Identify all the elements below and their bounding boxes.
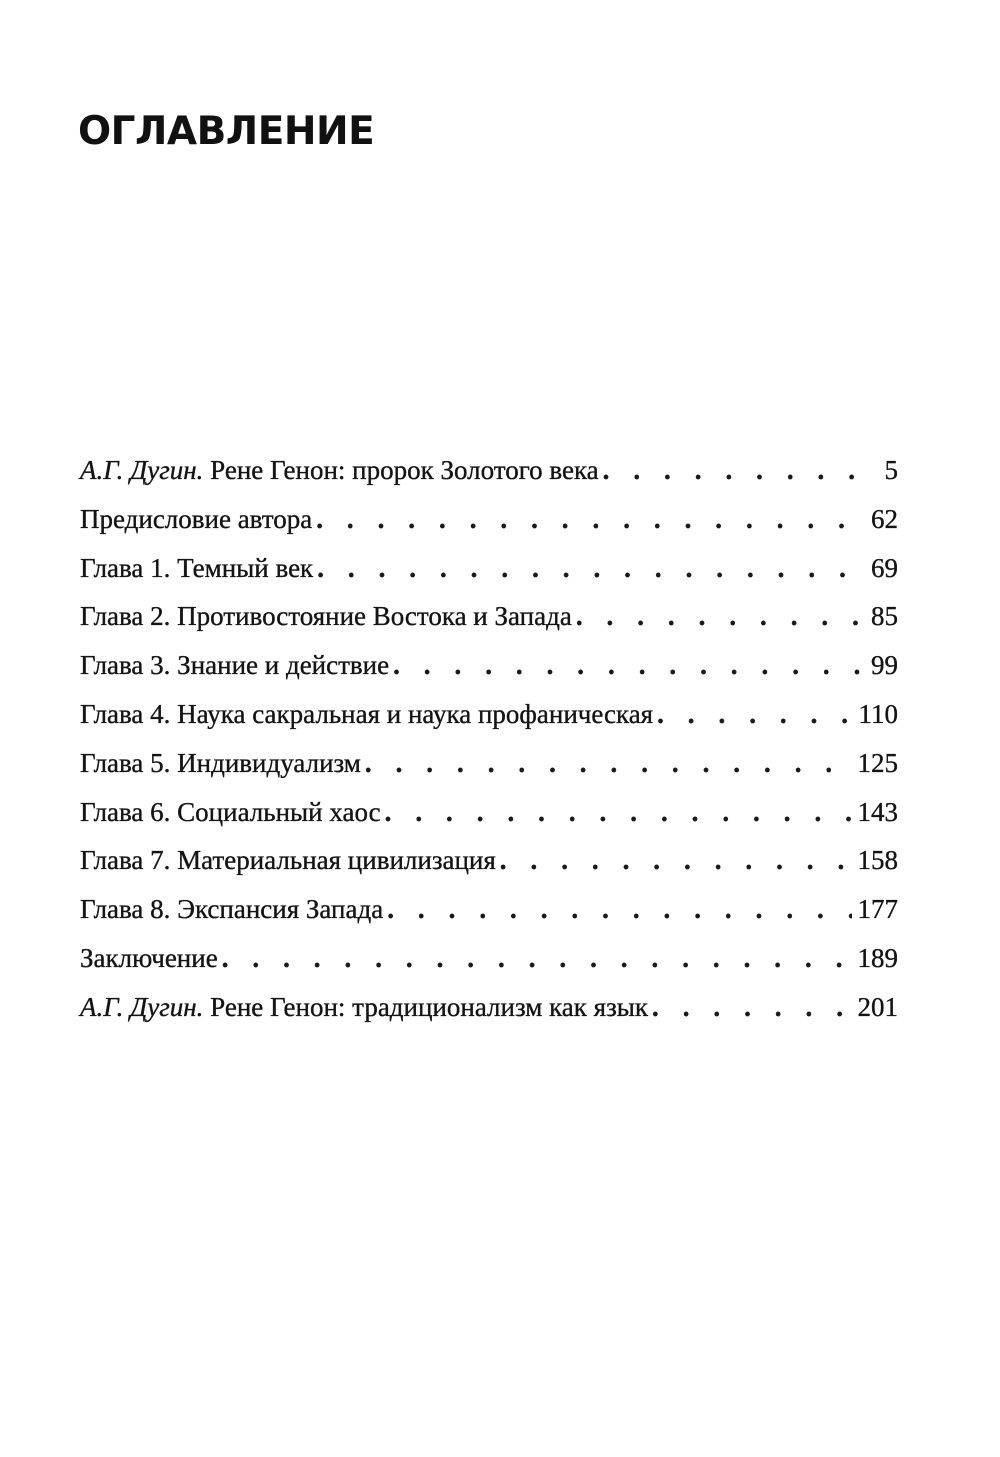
toc-entry-title: Глава 7. Материальная цивилизация: [80, 845, 496, 876]
toc-entry: [80, 641, 898, 690]
toc-entry-page: 143: [857, 796, 898, 827]
toc-entry: [80, 690, 898, 739]
toc-dot-leader: [385, 788, 852, 837]
page-heading: ОГЛАВЛЕНИЕ: [78, 109, 375, 154]
toc-entry-title: Глава 8. Экспансия Запада: [80, 894, 384, 925]
toc-entry-author: А.Г. Дугин.: [80, 455, 211, 485]
table-of-contents: [80, 446, 898, 1032]
toc-entry: [80, 446, 898, 495]
toc-entry-page: 5: [884, 455, 898, 485]
toc-entry: [80, 983, 898, 1032]
toc-entry-title: Рене Генон: пророк Золотого века: [210, 455, 599, 485]
toc-entry-page: 62: [871, 503, 898, 534]
toc-dot-leader: [500, 836, 852, 885]
toc-dot-leader: [222, 934, 852, 983]
toc-entry-page: 201: [857, 991, 898, 1022]
toc-entry-page: 189: [857, 942, 898, 973]
toc-dot-leader: [316, 495, 862, 544]
toc-entry: [80, 739, 898, 788]
toc-entry: [80, 885, 898, 934]
toc-entry-title: Заключение: [80, 942, 218, 973]
toc-entry: [80, 592, 898, 641]
toc-dot-leader: [657, 690, 852, 739]
toc-dot-leader: [387, 885, 851, 934]
toc-entry-title: Глава 6. Социальный хаос: [80, 796, 381, 827]
toc-entry: [80, 495, 898, 544]
toc-dot-leader: [317, 544, 862, 593]
toc-entry-author: А.Г. Дугин.: [80, 991, 211, 1022]
toc-entry-page: 177: [857, 894, 898, 925]
toc-entry-title: Глава 5. Индивидуализм: [80, 747, 361, 778]
toc-entry-page: 158: [857, 845, 898, 876]
toc-entry-title: Рене Генон: традиционализм как язык: [210, 991, 648, 1022]
toc-entry-page: 99: [871, 650, 898, 681]
toc-dot-leader: [393, 641, 862, 690]
toc-dot-leader: [365, 739, 852, 788]
toc-entry-title: Глава 2. Противостояние Востока и Запада: [80, 601, 572, 632]
toc-entry-title: Предисловие автора: [80, 503, 313, 534]
toc-entry: [80, 934, 898, 983]
toc-entry: [80, 544, 898, 593]
toc-entry: [80, 788, 898, 837]
toc-entry-page: 69: [871, 552, 898, 583]
toc-entry-page: 125: [857, 747, 898, 778]
toc-entry-title: Глава 3. Знание и действие: [80, 650, 390, 681]
toc-dot-leader: [652, 983, 852, 1032]
toc-entry-page: 110: [858, 698, 898, 729]
toc-entry: [80, 836, 898, 885]
toc-entry-title: Глава 1. Темный век: [80, 552, 314, 583]
toc-entry-title: Глава 4. Наука сакральная и наука профаническая: [80, 698, 654, 729]
toc-dot-leader: [603, 446, 862, 495]
toc-entry-page: 85: [871, 601, 898, 632]
toc-dot-leader: [576, 592, 862, 641]
